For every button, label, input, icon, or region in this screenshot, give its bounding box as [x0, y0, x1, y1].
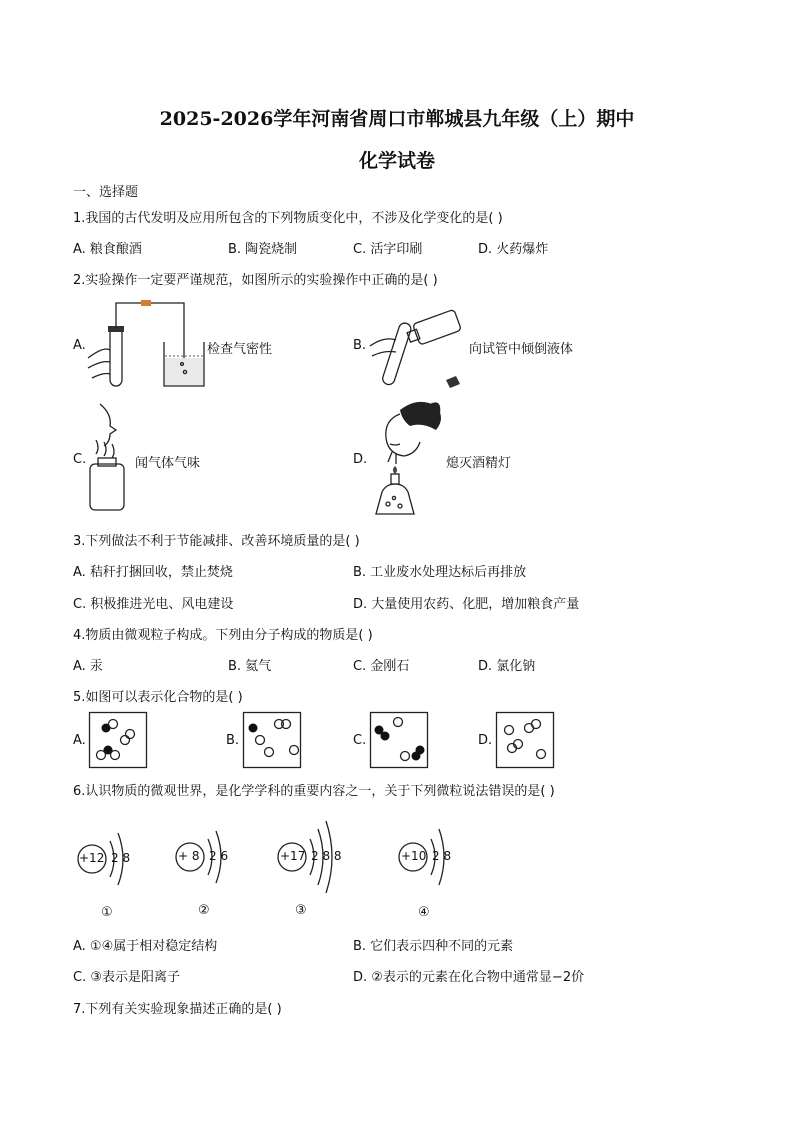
q5-option-d-letter[interactable]: D. — [478, 733, 493, 748]
atom2-nucleus: + 8 — [178, 849, 200, 863]
q3-option-c[interactable]: C. 积极推进光电、风电建设 — [73, 597, 234, 612]
q2-option-b-letter[interactable]: B. — [353, 338, 367, 353]
q1-option-d[interactable]: D. 火药爆炸 — [478, 242, 549, 257]
q6-option-a[interactable]: A. ①④属于相对稳定结构 — [73, 939, 218, 954]
atom3-nucleus: +17 — [280, 849, 306, 863]
atom4-shells: 2 8 — [432, 849, 452, 863]
question-3-stem: 3.下列做法不利于节能减排、改善环境质量的是( ) — [73, 534, 360, 549]
atom2-label: ② — [198, 903, 210, 918]
q4-option-a[interactable]: A. 汞 — [73, 659, 103, 674]
q5-option-c-letter[interactable]: C. — [353, 733, 367, 748]
extinguish-lamp-figure — [370, 396, 450, 518]
q1-option-b[interactable]: B. 陶瓷烧制 — [228, 242, 298, 257]
pour-liquid-figure — [368, 300, 468, 392]
q4-option-c[interactable]: C. 金刚石 — [353, 659, 410, 674]
q2-caption-d: 熄灭酒精灯 — [446, 456, 512, 471]
atom4-label: ④ — [418, 905, 430, 920]
particle-box-c — [370, 712, 428, 768]
question-1-stem: 1.我国的古代发明及应用所包含的下列物质变化中，不涉及化学变化的是( ) — [73, 211, 503, 226]
atom3-label: ③ — [295, 903, 307, 918]
q6-option-b[interactable]: B. 它们表示四种不同的元素 — [353, 939, 514, 954]
atom1-nucleus: +12 — [79, 851, 105, 865]
q2-caption-b: 向试管中倾倒液体 — [469, 342, 574, 357]
q4-option-d[interactable]: D. 氯化钠 — [478, 659, 536, 674]
q1-option-c[interactable]: C. 活字印刷 — [353, 242, 423, 257]
smell-gas-figure — [86, 402, 136, 512]
particle-box-b — [243, 712, 301, 768]
q4-option-b[interactable]: B. 氦气 — [228, 659, 272, 674]
exam-title-line1: 2025-2026学年河南省周口市郸城县九年级（上）期中 — [159, 108, 635, 130]
atom-structure-diagrams — [70, 815, 470, 915]
question-6-stem: 6.认识物质的微观世界，是化学学科的重要内容之一，关于下列微粒说法错误的是( ) — [73, 784, 555, 799]
airtight-check-figure — [86, 298, 211, 390]
q5-option-b-letter[interactable]: B. — [226, 733, 240, 748]
q3-option-d[interactable]: D. 大量使用农药、化肥，增加粮食产量 — [353, 597, 580, 612]
q6-option-d[interactable]: D. ②表示的元素在化合物中通常显−2价 — [353, 970, 585, 985]
exam-title-line2: 化学试卷 — [358, 150, 435, 172]
section-heading: 一、选择题 — [73, 185, 139, 200]
q3-option-b[interactable]: B. 工业废水处理达标后再排放 — [353, 565, 527, 580]
question-4-stem: 4.物质由微观粒子构成。下列由分子构成的物质是( ) — [73, 628, 373, 643]
q1-option-a[interactable]: A. 粮食酿酒 — [73, 242, 142, 257]
atom4-nucleus: +10 — [401, 849, 427, 863]
atom1-shells: 2 8 — [111, 851, 131, 865]
question-7-stem: 7.下列有关实验现象描述正确的是( ) — [73, 1002, 282, 1017]
atom1-label: ① — [101, 905, 113, 920]
atom2-shells: 2 6 — [209, 849, 229, 863]
q3-option-a[interactable]: A. 秸秆打捆回收，禁止焚烧 — [73, 565, 233, 580]
question-5-stem: 5.如图可以表示化合物的是( ) — [73, 690, 243, 705]
q2-option-d-letter[interactable]: D. — [353, 452, 368, 467]
q2-option-c-letter[interactable]: C. — [73, 452, 87, 467]
q2-option-a-letter[interactable]: A. — [73, 338, 86, 353]
q2-caption-a: 检查气密性 — [207, 342, 273, 357]
q5-option-a-letter[interactable]: A. — [73, 733, 86, 748]
q2-caption-c: 闻气体气味 — [135, 456, 201, 471]
atom3-shells: 2 8 8 — [311, 849, 342, 863]
particle-box-d — [496, 712, 554, 768]
question-2-stem: 2.实验操作一定要严谨规范，如图所示的实验操作中正确的是( ) — [73, 273, 438, 288]
q6-option-c[interactable]: C. ③表示是阳离子 — [73, 970, 180, 985]
particle-box-a — [89, 712, 147, 768]
